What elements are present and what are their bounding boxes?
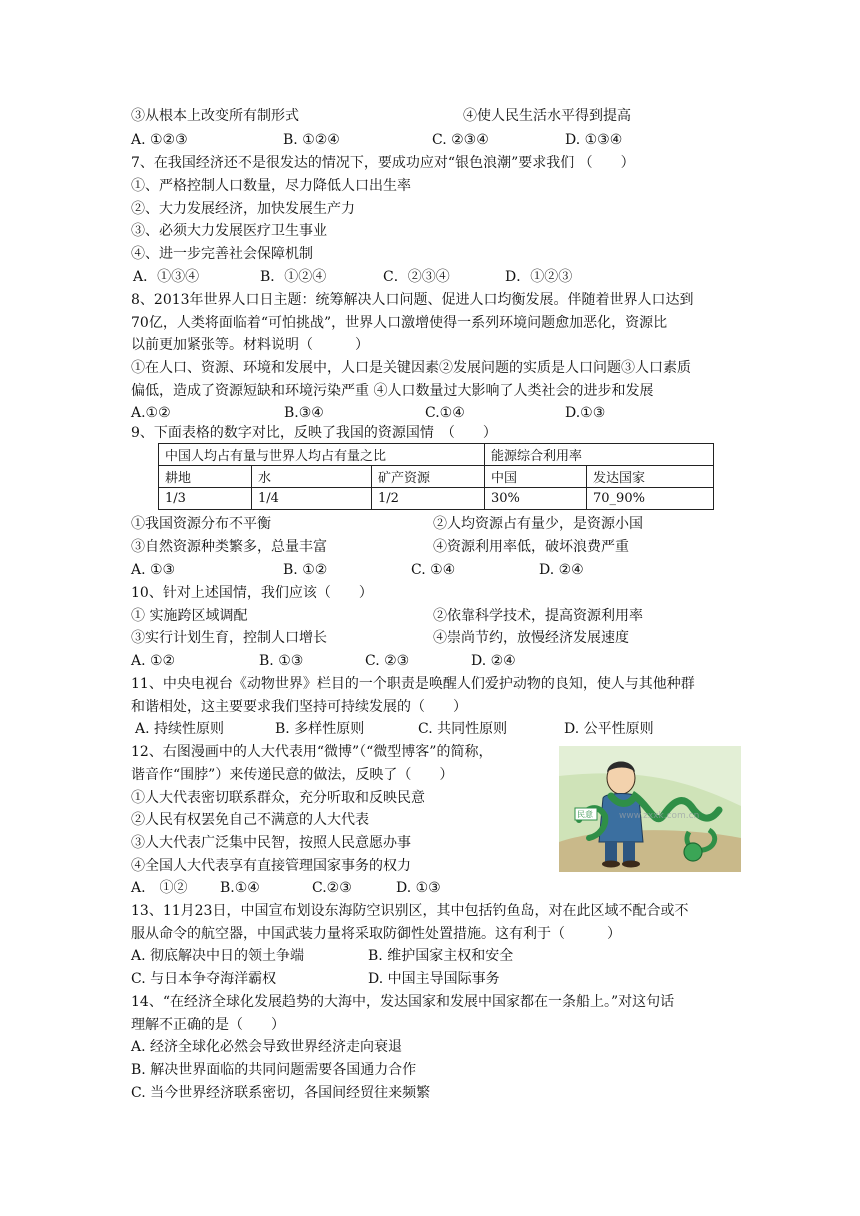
- q10-option-a[interactable]: A. ①②: [131, 653, 176, 669]
- q12-item2: ②人民有权罢免自己不满意的人大代表: [131, 812, 369, 828]
- table-row: [159, 466, 714, 488]
- q7-stem: 7、在我国经济还不是很发达的情况下，要成功应对“银色浪潮”要求我们 （ ）: [131, 155, 635, 171]
- q10-option-d[interactable]: D. ②④: [471, 653, 516, 669]
- table-cell: 中国: [485, 466, 587, 488]
- table-header-energy: 能源综合利用率: [485, 444, 714, 466]
- cartoon-watermark: www.zxxk.com.cn: [619, 811, 700, 821]
- q8-option-a[interactable]: A.①②: [131, 405, 171, 421]
- q8-items-line1: ①在人口、资源、环境和发展中，人口是关键因素②发展问题的实质是人口问题③人口素质: [131, 360, 691, 376]
- q14-option-c[interactable]: C. 当今世界经济联系密切，各国间经贸往来频繁: [131, 1085, 431, 1101]
- q10-item3: ③实行计划生育，控制人口增长: [131, 630, 327, 646]
- q12-stem-line1: 12、右图漫画中的人大代表用“微博”（“微型博客”的简称，: [131, 744, 493, 760]
- table-header-ratio: 中国人均占有量与世界人均占有量之比: [159, 444, 485, 466]
- q9-item1: ①我国资源分布不平衡: [131, 516, 271, 532]
- q12-option-d[interactable]: D. ①③: [396, 880, 441, 896]
- cartoon-image: [559, 746, 741, 872]
- q10-item2: ②依靠科学技术，提高资源利用率: [433, 608, 643, 624]
- q13-stem-line2: 服从命令的航空器，中国武装力量将采取防御性处置措施。这有利于（ ）: [131, 926, 621, 942]
- q10-stem: 10、针对上述国情，我们应该（ ）: [131, 585, 373, 601]
- q9-option-d[interactable]: D. ②④: [539, 562, 584, 578]
- q14-stem-line2: 理解不正确的是（ ）: [131, 1017, 285, 1033]
- q14-option-a[interactable]: A. 经济全球化必然会导致世界经济走向衰退: [131, 1039, 403, 1055]
- table-row: [159, 444, 714, 466]
- q7-item3: ③、必须大力发展医疗卫生事业: [131, 223, 327, 239]
- table-cell: 水: [252, 466, 372, 488]
- table-cell: 70_90%: [587, 488, 714, 510]
- q11-option-a[interactable]: A. 持续性原则: [135, 721, 225, 737]
- q12-item3: ③人大代表广泛集中民智，按照人民意愿办事: [131, 835, 411, 851]
- q9-option-a[interactable]: A. ①③: [131, 562, 176, 578]
- q6-option-d[interactable]: D. ①③④: [565, 132, 623, 148]
- q7-option-a[interactable]: A．①③④: [133, 269, 200, 285]
- q13-option-c[interactable]: C. 与日本争夺海洋霸权: [131, 971, 277, 987]
- q9-item3: ③自然资源种类繁多，总量丰富: [131, 539, 327, 555]
- q8-items-line2: 偏低，造成了资源短缺和环境污染严重 ④人口数量过大影响了人类社会的进步和发展: [131, 383, 654, 399]
- q10-item1: ① 实施跨区域调配: [131, 608, 248, 624]
- table-cell: 1/2: [372, 488, 485, 510]
- table-row: [159, 488, 714, 510]
- q9-item4: ④资源利用率低，破坏浪费严重: [433, 539, 629, 555]
- q14-stem-line1: 14、“在经济全球化发展趋势的大海中，发达国家和发展中国家都在一条船上。”对这句话: [131, 994, 675, 1010]
- q8-option-b[interactable]: B.③④: [284, 405, 324, 421]
- q7-option-b[interactable]: B．①②④: [260, 269, 327, 285]
- q7-item4: ④、进一步完善社会保障机制: [131, 246, 313, 262]
- table-cell: 30%: [485, 488, 587, 510]
- q8-stem-line2: 70亿，人类将面临着“可怕挑战”，世界人口激增使得一系列环境问题愈加恶化，资源比: [131, 315, 668, 331]
- q6-option-c[interactable]: C. ②③④: [432, 132, 489, 148]
- q8-stem-line1: 8、2013年世界人口日主题：统筹解决人口问题、促进人口均衡发展。伴随着世界人口达到: [131, 292, 694, 308]
- q9-item2: ②人均资源占有量少，是资源小国: [433, 516, 643, 532]
- q11-stem-line1: 11、中央电视台《动物世界》栏目的一个职责是唤醒人们爱护动物的良知，使人与其他种群: [131, 676, 695, 692]
- q13-option-d[interactable]: D. 中国主导国际事务: [368, 971, 500, 987]
- table-cell: 1/4: [252, 488, 372, 510]
- q7-item1: ①、严格控制人口数量，尽力降低人口出生率: [131, 178, 411, 194]
- q12-option-b[interactable]: B.①④: [220, 880, 260, 896]
- q8-option-c[interactable]: C.①④: [425, 405, 465, 421]
- q12-item1: ①人大代表密切联系群众，充分听取和反映民意: [131, 790, 425, 806]
- q13-option-a[interactable]: A. 彻底解决中日的领土争端: [131, 948, 305, 964]
- q11-option-c[interactable]: C. 共同性原则: [418, 721, 508, 737]
- q12-option-a[interactable]: A. ①②: [131, 880, 188, 896]
- q13-option-b[interactable]: B. 维护国家主权和安全: [368, 948, 514, 964]
- q14-option-b[interactable]: B. 解决世界面临的共同问题需要各国通力合作: [131, 1062, 417, 1078]
- q11-option-b[interactable]: B. 多样性原则: [275, 721, 365, 737]
- table-cell: 耕地: [159, 466, 252, 488]
- q12-option-c[interactable]: C.②③: [312, 880, 352, 896]
- table-cell: 矿产资源: [372, 466, 485, 488]
- q13-stem-line1: 13、11月23日，中国宣布划设东海防空识别区，其中包括钓鱼岛，对在此区域不配合或不: [131, 903, 689, 919]
- q7-option-d[interactable]: D．①②③: [505, 269, 573, 285]
- q9-stem: 9、下面表格的数字对比，反映了我国的资源国情 （ ）: [131, 425, 497, 441]
- q6-item4: ④使人民生活水平得到提高: [463, 108, 631, 124]
- table-cell: 发达国家: [587, 466, 714, 488]
- q12-item4: ④全国人大代表享有直接管理国家事务的权力: [131, 858, 411, 874]
- q10-option-c[interactable]: C. ②③: [365, 653, 410, 669]
- q10-option-b[interactable]: B. ①③: [259, 653, 304, 669]
- q8-option-d[interactable]: D.①③: [565, 405, 606, 421]
- q12-stem-line2: 谐音作“围脖”）来传递民意的做法，反映了（ ）: [131, 767, 454, 783]
- table-cell: 1/3: [159, 488, 252, 510]
- q6-option-b[interactable]: B. ①②④: [283, 132, 340, 148]
- q9-option-c[interactable]: C. ①④: [411, 562, 456, 578]
- q9-option-b[interactable]: B. ①②: [283, 562, 328, 578]
- cartoon-tag: 民意: [577, 810, 593, 819]
- resource-table: [158, 443, 714, 510]
- q8-stem-line3: 以前更加紧张等。材料说明（ ）: [131, 337, 369, 353]
- q11-option-d[interactable]: D. 公平性原则: [564, 721, 654, 737]
- q7-option-c[interactable]: C．②③④: [383, 269, 450, 285]
- q10-item4: ④崇尚节约，放慢经济发展速度: [433, 630, 629, 646]
- q11-stem-line2: 和谐相处，这主要要求我们坚持可持续发展的（ ）: [131, 699, 467, 715]
- q7-item2: ②、大力发展经济，加快发展生产力: [131, 201, 355, 217]
- q6-option-a[interactable]: A. ①②③: [131, 132, 188, 148]
- q6-item3: ③从根本上改变所有制形式: [131, 108, 299, 124]
